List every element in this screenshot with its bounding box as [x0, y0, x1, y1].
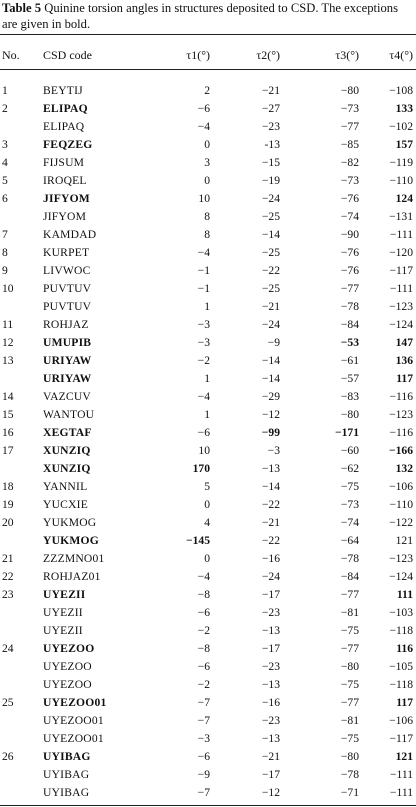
tau3-value: −84 [340, 318, 359, 331]
tau2-value: −29 [261, 390, 280, 403]
tau1-value: −4 [197, 120, 210, 133]
table-row [0, 334, 416, 351]
csd-code: FIJSUM [43, 156, 85, 169]
tau3-value: −74 [340, 210, 359, 223]
row-number: 14 [2, 390, 14, 403]
tau1-value: 0 [204, 552, 210, 565]
table-row [0, 766, 416, 783]
row-number: 5 [2, 174, 8, 187]
table-row [0, 226, 416, 243]
csd-code: YUKMOG [43, 534, 99, 547]
tau1-value: −7 [197, 714, 210, 727]
tau1-value: 1 [204, 408, 210, 421]
tau2-value: −14 [261, 480, 280, 493]
table-row [0, 478, 416, 495]
tau3-value: −76 [340, 264, 359, 277]
tau4-value: −118 [389, 624, 413, 637]
tau3-value: −57 [340, 372, 359, 385]
tau3-value: −80 [340, 750, 359, 763]
tau3-value: −80 [340, 84, 359, 97]
tau2-value: −17 [261, 768, 280, 781]
tau3-value: −78 [340, 300, 359, 313]
header-tau4: τ4(°) [389, 48, 413, 62]
table-row [0, 748, 416, 765]
tau2-value: −14 [261, 228, 280, 241]
tau2-value: −13 [261, 462, 280, 475]
table-row [0, 676, 416, 693]
table-row [0, 262, 416, 279]
tau2-value: −9 [267, 336, 280, 349]
tau4-value: 116 [396, 642, 413, 655]
table-row [0, 640, 416, 657]
tau1-value: −7 [197, 786, 210, 799]
tau1-value: −6 [197, 102, 210, 115]
top-rule [0, 34, 416, 35]
tau4-value: −122 [389, 516, 413, 529]
row-number: 19 [2, 498, 14, 511]
tau2-value: −17 [261, 642, 280, 655]
row-number: 20 [2, 516, 14, 529]
table-row [0, 208, 416, 225]
tau4-value: 121 [395, 750, 413, 763]
tau4-value: 136 [395, 354, 413, 367]
table-row [0, 316, 416, 333]
table-row [0, 244, 416, 261]
tau4-value: 117 [396, 696, 413, 709]
tau1-value: 0 [204, 138, 210, 151]
tau2-value: −14 [261, 354, 280, 367]
tau2-value: −23 [261, 606, 280, 619]
tau2-value: −12 [261, 408, 280, 421]
tau2-value: −19 [261, 174, 280, 187]
csd-code: UYEZII [43, 624, 83, 637]
row-number: 25 [2, 696, 14, 709]
tau1-value: −1 [197, 264, 210, 277]
tau3-value: −171 [335, 426, 359, 439]
tau2-value: −21 [261, 516, 280, 529]
tau3-value: −77 [340, 696, 359, 709]
header-no: No. [2, 48, 20, 62]
tau1-value: −3 [197, 732, 210, 745]
table-row [0, 460, 416, 477]
table-row [0, 172, 416, 189]
tau4-value: −102 [389, 120, 413, 133]
tau4-value: −106 [389, 714, 413, 727]
tau2-value: −3 [267, 444, 280, 457]
tau3-value: −77 [340, 120, 359, 133]
row-number: 15 [2, 408, 14, 421]
csd-code: UYEZOO [43, 642, 95, 655]
tau4-value: −110 [389, 174, 413, 187]
table-row [0, 622, 416, 639]
table-row [0, 550, 416, 567]
table-row [0, 442, 416, 459]
row-number: 18 [2, 480, 14, 493]
tau4-value: −111 [389, 768, 413, 781]
row-number: 9 [2, 264, 8, 277]
tau4-value: −110 [389, 498, 413, 511]
header-tau2: τ2(°) [256, 48, 280, 62]
row-number: 4 [2, 156, 8, 169]
csd-code: FEQZEG [43, 138, 93, 151]
table-caption [2, 0, 414, 32]
csd-code: BEYTIJ [43, 84, 83, 97]
tau4-value: −111 [389, 786, 413, 799]
bottom-rule [0, 805, 416, 806]
tau1-value: −6 [197, 426, 210, 439]
csd-code: JIFYOM [43, 192, 90, 205]
tau1-value: −9 [197, 768, 210, 781]
tau2-value: −21 [261, 84, 280, 97]
table-row [0, 514, 416, 531]
tau3-value: −75 [340, 732, 359, 745]
tau2-value: −22 [261, 264, 280, 277]
row-number: 7 [2, 228, 8, 241]
csd-code: ROHJAZ [43, 318, 89, 331]
tau1-value: 5 [204, 480, 210, 493]
tau3-value: −82 [340, 156, 359, 169]
csd-code: UYEZOO [43, 678, 92, 691]
tau2-value: −17 [261, 588, 280, 601]
header-csd-code: CSD code [43, 48, 92, 62]
tau3-value: −83 [340, 390, 359, 403]
tau1-value: −7 [197, 696, 210, 709]
csd-code: UYEZOO [43, 660, 92, 673]
table-row [0, 100, 416, 117]
tau4-value: −123 [389, 300, 413, 313]
row-number: 16 [2, 426, 14, 439]
csd-code: ROHJAZ01 [43, 570, 101, 583]
tau1-value: −145 [186, 534, 210, 547]
tau4-value: 132 [395, 462, 413, 475]
csd-code: YUKMOG [43, 516, 97, 529]
table-row [0, 136, 416, 153]
table-row [0, 568, 416, 585]
tau4-value: 147 [395, 336, 413, 349]
tau3-value: −77 [340, 642, 359, 655]
csd-code: XEGTAF [43, 426, 92, 439]
row-number: 24 [2, 642, 14, 655]
tau1-value: −6 [197, 606, 210, 619]
tau1-value: −2 [197, 354, 210, 367]
row-number: 12 [2, 336, 14, 349]
tau2-value: −12 [261, 786, 280, 799]
tau1-value: −1 [197, 282, 210, 295]
csd-code: UYEZOO01 [43, 732, 104, 745]
csd-code: PUVTUV [43, 300, 92, 313]
tau2-value: -13 [264, 138, 280, 151]
table-row [0, 388, 416, 405]
tau2-value: −25 [261, 210, 280, 223]
tau2-value: −13 [261, 678, 280, 691]
tau2-value: −24 [261, 570, 280, 583]
tau3-value: −53 [340, 336, 359, 349]
table-row [0, 82, 416, 99]
tau4-value: −108 [389, 84, 413, 97]
tau1-value: −8 [197, 642, 210, 655]
tau1-value: −8 [197, 588, 210, 601]
tau1-value: 10 [198, 192, 210, 205]
tau2-value: −24 [261, 318, 280, 331]
csd-code: VAZCUV [43, 390, 92, 403]
csd-code: UMUPIB [43, 336, 92, 349]
tau1-value: 4 [204, 516, 210, 529]
tau1-value: 8 [204, 210, 210, 223]
row-number: 17 [2, 444, 14, 457]
tau3-value: −61 [340, 354, 359, 367]
tau3-value: −85 [340, 138, 359, 151]
tau2-value: −25 [261, 282, 280, 295]
tau2-value: −16 [261, 696, 280, 709]
csd-code: UYEZII [43, 588, 86, 601]
tau3-value: −62 [340, 462, 359, 475]
tau2-value: −99 [261, 426, 280, 439]
csd-code: JIFYOM [43, 210, 87, 223]
table-row [0, 406, 416, 423]
table-row [0, 424, 416, 441]
table-label: Table 5 [2, 1, 42, 15]
table-row [0, 694, 416, 711]
tau4-value: −124 [389, 570, 413, 583]
row-number: 22 [2, 570, 14, 583]
tau4-value: −117 [389, 264, 413, 277]
tau3-value: −60 [340, 444, 359, 457]
tau4-value: −118 [389, 678, 413, 691]
tau3-value: −78 [340, 552, 359, 565]
tau3-value: −75 [340, 480, 359, 493]
tau4-value: −166 [389, 444, 413, 457]
header-tau1: τ1(°) [186, 48, 210, 62]
csd-code: UYEZOO01 [43, 714, 104, 727]
csd-code: UYIBAG [43, 768, 90, 781]
table-row [0, 370, 416, 387]
csd-code: IROQEL [43, 174, 87, 187]
csd-code: LIVWOC [43, 264, 91, 277]
tau4-value: −103 [389, 606, 413, 619]
tau2-value: −16 [261, 552, 280, 565]
table-row [0, 280, 416, 297]
csd-code: URIYAW [43, 354, 92, 367]
tau4-value: −111 [389, 282, 413, 295]
tau1-value: 0 [204, 174, 210, 187]
csd-code: PUVTUV [43, 282, 92, 295]
tau1-value: 1 [204, 300, 210, 313]
tau3-value: −64 [340, 534, 359, 547]
tau4-value: −106 [389, 480, 413, 493]
tau3-value: −84 [340, 570, 359, 583]
table-row [0, 154, 416, 171]
tau2-value: −23 [261, 120, 280, 133]
tau3-value: −80 [340, 408, 359, 421]
tau4-value: 124 [395, 192, 413, 205]
tau4-value: 111 [396, 588, 413, 601]
csd-code: YANNIL [43, 480, 88, 493]
tau1-value: 1 [204, 372, 210, 385]
tau1-value: −2 [197, 624, 210, 637]
tau3-value: −77 [340, 588, 359, 601]
csd-code: ELIPAQ [43, 120, 85, 133]
tau2-value: −24 [261, 192, 280, 205]
tau2-value: −21 [261, 300, 280, 313]
csd-code: WANTOU [43, 408, 95, 421]
row-number: 10 [2, 282, 14, 295]
csd-code: UYEZII [43, 606, 83, 619]
tau4-value: 117 [396, 372, 413, 385]
tau2-value: −13 [261, 732, 280, 745]
tau3-value: −73 [340, 102, 359, 115]
csd-code: XUNZIQ [43, 462, 91, 475]
csd-code: URIYAW [43, 372, 92, 385]
tau4-value: −123 [389, 552, 413, 565]
tau3-value: −74 [340, 516, 359, 529]
tau3-value: −75 [340, 678, 359, 691]
tau4-value: −117 [389, 732, 413, 745]
tau1-value: 170 [192, 462, 210, 475]
table-row [0, 298, 416, 315]
tau1-value: −4 [197, 570, 210, 583]
csd-code: ZZZMNO01 [43, 552, 105, 565]
tau3-value: −90 [340, 228, 359, 241]
tau1-value: −6 [197, 750, 210, 763]
table-row [0, 118, 416, 135]
tau1-value: −2 [197, 678, 210, 691]
csd-code: KAMDAD [43, 228, 97, 241]
row-number: 21 [2, 552, 14, 565]
tau4-value: 121 [395, 534, 413, 547]
table-row [0, 496, 416, 513]
tau4-value: −105 [389, 660, 413, 673]
tau3-value: −81 [340, 714, 359, 727]
tau2-value: −14 [261, 372, 280, 385]
tau1-value: −4 [197, 390, 210, 403]
tau3-value: −73 [340, 498, 359, 511]
row-number: 26 [2, 750, 14, 763]
tau3-value: −81 [340, 606, 359, 619]
caption-text: Quinine torsion angles in structures deposited to CSD. The exceptions are given in bold. [2, 1, 398, 31]
tau1-value: 0 [204, 498, 210, 511]
tau3-value: −77 [340, 282, 359, 295]
row-number: 13 [2, 354, 14, 367]
tau1-value: 2 [204, 84, 210, 97]
csd-code: UYIBAG [43, 750, 91, 763]
tau2-value: −22 [261, 534, 280, 547]
tau4-value: −111 [389, 228, 413, 241]
csd-code: XUNZIQ [43, 444, 91, 457]
tau2-value: −13 [261, 624, 280, 637]
row-number: 8 [2, 246, 8, 259]
header-rule [0, 69, 416, 70]
tau3-value: −80 [340, 660, 359, 673]
tau2-value: −23 [261, 660, 280, 673]
tau1-value: 8 [204, 228, 210, 241]
table-row [0, 532, 416, 549]
tau1-value: −3 [197, 318, 210, 331]
tau2-value: −25 [261, 246, 280, 259]
tau4-value: 133 [395, 102, 413, 115]
table-row [0, 586, 416, 603]
table-row [0, 730, 416, 747]
tau2-value: −27 [261, 102, 280, 115]
tau1-value: 3 [204, 156, 210, 169]
tau1-value: −4 [197, 246, 210, 259]
tau3-value: −73 [340, 174, 359, 187]
tau4-value: −123 [389, 408, 413, 421]
row-number: 3 [2, 138, 8, 151]
table-body [0, 82, 416, 802]
tau4-value: 157 [395, 138, 413, 151]
table-row [0, 604, 416, 621]
row-number: 23 [2, 588, 14, 601]
csd-code: YUCXIE [43, 498, 88, 511]
header-tau3: τ3(°) [335, 48, 359, 62]
table-row [0, 658, 416, 675]
tau4-value: −131 [389, 210, 413, 223]
tau4-value: −120 [389, 246, 413, 259]
tau2-value: −15 [261, 156, 280, 169]
csd-code: ELIPAQ [43, 102, 88, 115]
csd-code: UYIBAG [43, 786, 90, 799]
tau3-value: −76 [340, 246, 359, 259]
tau1-value: 10 [198, 444, 210, 457]
row-number: 6 [2, 192, 8, 205]
tau2-value: −21 [261, 750, 280, 763]
tau2-value: −22 [261, 498, 280, 511]
tau3-value: −78 [340, 768, 359, 781]
tau4-value: −124 [389, 318, 413, 331]
tau3-value: −71 [340, 786, 359, 799]
csd-code: KURPET [43, 246, 90, 259]
table-row [0, 712, 416, 729]
table-row [0, 190, 416, 207]
tau3-value: −76 [340, 192, 359, 205]
tau2-value: −23 [261, 714, 280, 727]
csd-code: UYEZOO01 [43, 696, 107, 709]
tau4-value: −116 [389, 426, 413, 439]
tau4-value: −116 [389, 390, 413, 403]
row-number: 1 [2, 84, 8, 97]
row-number: 2 [2, 102, 8, 115]
tau1-value: −3 [197, 336, 210, 349]
table-row [0, 352, 416, 369]
row-number: 11 [2, 318, 14, 331]
tau4-value: −119 [389, 156, 413, 169]
tau1-value: −6 [197, 660, 210, 673]
table-row [0, 784, 416, 801]
tau3-value: −75 [340, 624, 359, 637]
